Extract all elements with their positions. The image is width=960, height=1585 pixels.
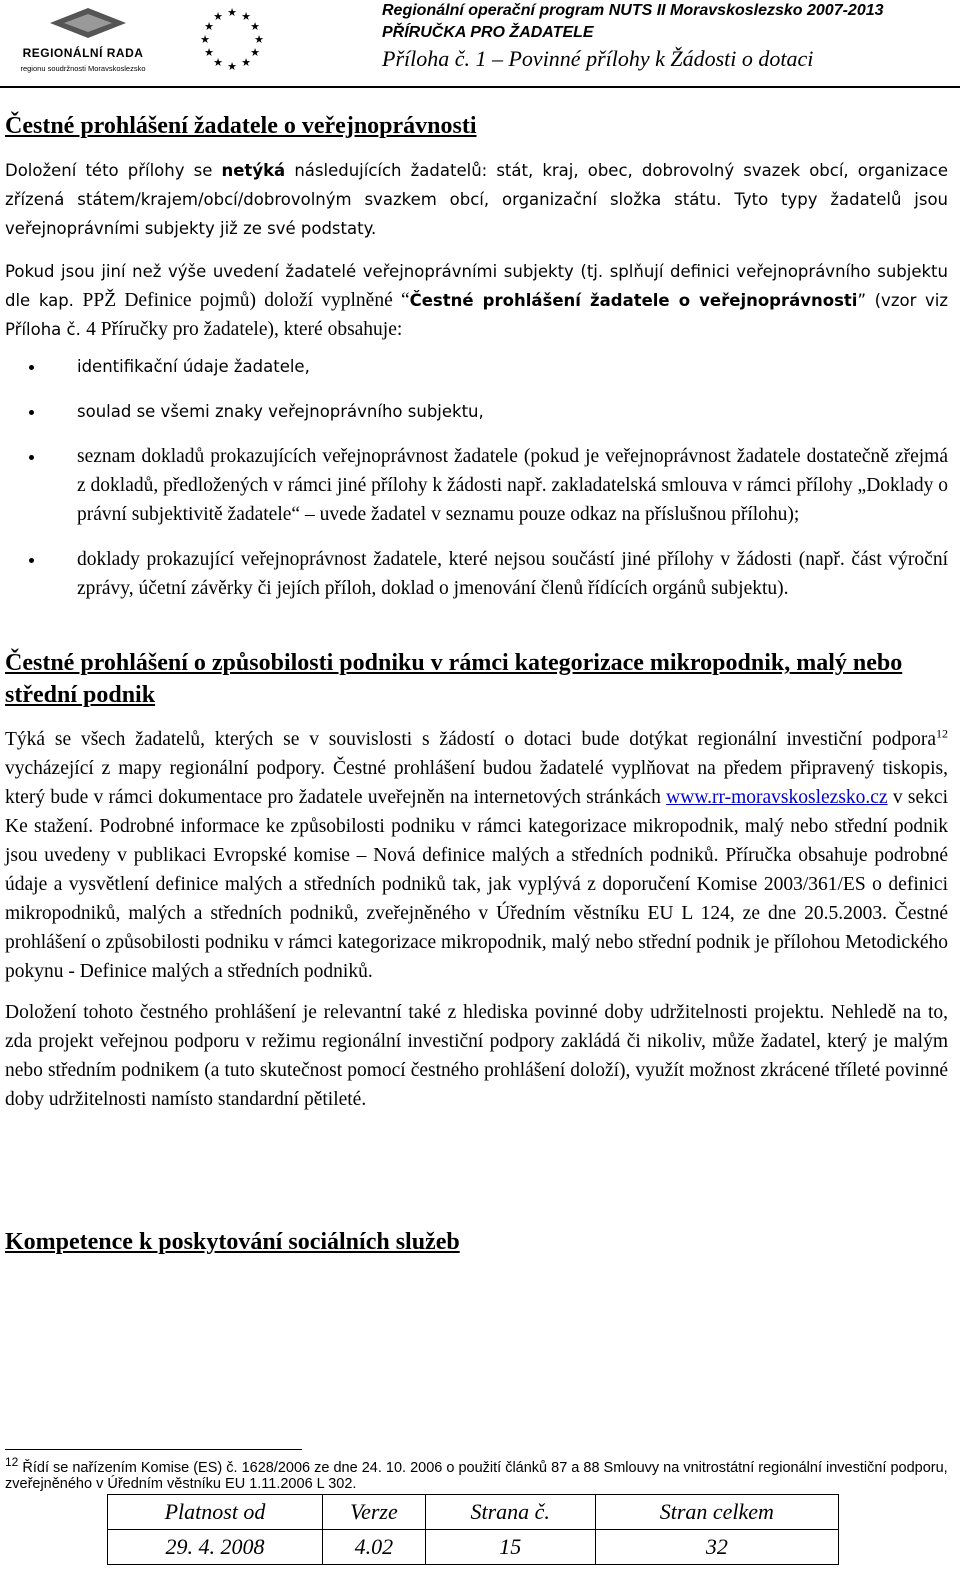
- paragraph-exemption: Doložení této přílohy se netýká následujících žadatelů: stát, kraj, obec, dobrovolný svazek obcí, organizace zřízená státem/krajem/obcí/dobrovolným svazkem obcí, organizační složka státu. Tyto typy žadatelů jsou veřejnoprávními subjekty již ze své podstaty.: [5, 161, 948, 238]
- handbook-name: PŘÍRUČKA PRO ŽADATELE: [382, 24, 594, 41]
- website-link[interactable]: www.rr-moravskoslezsko.cz: [666, 787, 888, 808]
- svg-text:★: ★: [227, 60, 237, 73]
- label-total-pages: Stran celkem: [595, 1495, 838, 1530]
- requirements-list: [5, 352, 948, 603]
- emphasis-not-applicable: netýká: [221, 161, 286, 180]
- bullet-icon: [29, 365, 34, 370]
- regional-council-subtitle: regionu soudržnosti Moravskoslezsko: [20, 64, 146, 73]
- table-row: [108, 1530, 839, 1565]
- label-version: Verze: [323, 1495, 426, 1530]
- svg-text:★: ★: [241, 56, 251, 69]
- attachment-name: Příloha č. 1 – Povinné přílohy k Žádosti o dotaci: [382, 46, 814, 71]
- paragraph-sme-declaration: Týká se všech žadatelů, kterých se v souvislosti s žádostí o dotaci bude dotýkat regionální investiční podpora$^{12}$ vycházející z mapy regionální podpory. Čestné prohlášení budou žadatelé vyplňovat na předem připravený tiskopis, který bude v rámci dokumentace pro žadatele uveřejněn na internetových stránkách www.rr-moravskoslezsko.cz v sekci Ke stažení. Podrobné informace ke způsobilosti podniku v rámci kategorizace mikropodnik, malý nebo střední podnik jsou uvedeny v publikaci Evropské komise – Nová definice malých a středních podniků. Příručka obsahuje podrobné údaje a vysvětlení definice malých a středních podniků tak, jak vyplývá z doporučení Komise 2003/361/ES o definici mikropodniků, malých a středních podniků, zveřejněného v Úředním věstníku EU L 124, ze dne 20.5.2003. Čestné prohlášení o způsobilosti podniku v rámci kategorizace mikropodnik, malý nebo střední podnik je přílohou Metodického pokynu - Definice malých a středních podniků.: [5, 726, 948, 982]
- list-item: doklady prokazující veřejnoprávnost žadatele, které nejsou součástí jiné přílohy v žádosti (např. část výroční zprávy, účetní závěrky či jejích příloh, doklad o jmenování členů řídících orgánů subjektu).: [5, 545, 948, 603]
- regional-council-name: REGIONÁLNÍ RADA: [22, 46, 144, 60]
- footnote-divider: [5, 1449, 302, 1450]
- svg-text:★: ★: [213, 56, 223, 69]
- document-body: [5, 110, 948, 1258]
- bullet-icon: [29, 558, 34, 563]
- table-row: [108, 1495, 839, 1530]
- region-emblem-icon: [38, 6, 138, 40]
- footnote-reference: 12: [936, 726, 948, 741]
- list-item: soulad se všemi znaky veřejnoprávního subjektu,: [5, 397, 948, 426]
- document-info-table: [107, 1494, 839, 1565]
- svg-text:★: ★: [204, 20, 214, 33]
- svg-text:★: ★: [250, 20, 260, 33]
- header-divider: [0, 86, 960, 88]
- svg-text:★: ★: [204, 46, 214, 59]
- eu-stars-icon: [198, 6, 266, 74]
- value-version: 4.02: [323, 1530, 426, 1565]
- list-item: identifikační údaje žadatele,: [5, 352, 948, 381]
- footnote: [5, 1455, 948, 1492]
- value-page-number: 15: [425, 1530, 595, 1565]
- section-title-public-law: Čestné prohlášení žadatele o veřejnoprávnosti: [5, 113, 477, 139]
- list-item: seznam dokladů prokazujících veřejnoprávnost žadatele (pokud je veřejnoprávnost žadatele dostatečně zřejmá z dokladů, předložených v rámci jiné přílohy k žádosti např. zakladatelská smlouva v rámci přílohy „Doklady o právní subjektivitě žadatele“ – uvede žadatel v seznamu pouze odkaz na příslušnou přílohu);: [5, 442, 948, 529]
- paragraph-other-applicants: Pokud jsou jiní než výše uvedení žadatelé veřejnoprávními subjekty (tj. splňují definici veřejnoprávního subjektu dle kap. PPŽ Definice pojmů) doloží vyplněné “Čestné prohlášení žadatele o veřejnoprávnosti” (vzor viz Příloha č. 4 Příručky pro žadatele), které obsahuje:: [5, 262, 948, 340]
- value-total-pages: 32: [595, 1530, 838, 1565]
- svg-text:★: ★: [241, 10, 251, 23]
- document-header: [382, 0, 942, 74]
- svg-text:★: ★: [200, 33, 210, 46]
- svg-text:★: ★: [250, 46, 260, 59]
- section-title-social-services: Kompetence k poskytování sociálních služeb: [5, 1229, 460, 1255]
- svg-text:★: ★: [227, 6, 237, 19]
- label-page-number: Strana č.: [425, 1495, 595, 1530]
- program-name: Regionální operační program NUTS II Moravskoslezsko 2007-2013: [382, 2, 884, 19]
- regional-council-logo: [8, 6, 158, 74]
- svg-text:★: ★: [213, 10, 223, 23]
- footnote-text: Řídí se nařízením Komise (ES) č. 1628/2006 ze dne 24. 10. 2006 o použití článků 87 a 88 Smlouvy na vnitrostátní regionální investiční podporu, zveřejněného v Úředním věstníku EU 1.11.2006 L 302.: [5, 1460, 948, 1492]
- footnote-number: 12: [5, 1455, 19, 1470]
- paragraph-sustainability: Doložení tohoto čestného prohlášení je relevantní také z hlediska povinné doby udržitelnosti projektu. Nehledě na to, zda projekt veřejnou podporu v režimu regionální investiční podpory zakládá či nikoliv, může žadatel, který je malým nebo středním podnikem (a tuto skutečnost pomocí čestného prohlášení doloží), využít možnost zkrácené tříleté povinné doby udržitelnosti namísto standardní pětileté.: [5, 1002, 948, 1110]
- bullet-icon: [29, 410, 34, 415]
- section-title-sme: Čestné prohlášení o způsobilosti podniku v rámci kategorizace mikropodnik, malý nebo střední podnik: [5, 650, 903, 708]
- emphasis-declaration-title: Čestné prohlášení žadatele o veřejnoprávnosti: [409, 291, 858, 310]
- svg-text:★: ★: [254, 33, 264, 46]
- label-valid-from: Platnost od: [108, 1495, 323, 1530]
- value-valid-from: 29. 4. 2008: [108, 1530, 323, 1565]
- bullet-icon: [29, 455, 34, 460]
